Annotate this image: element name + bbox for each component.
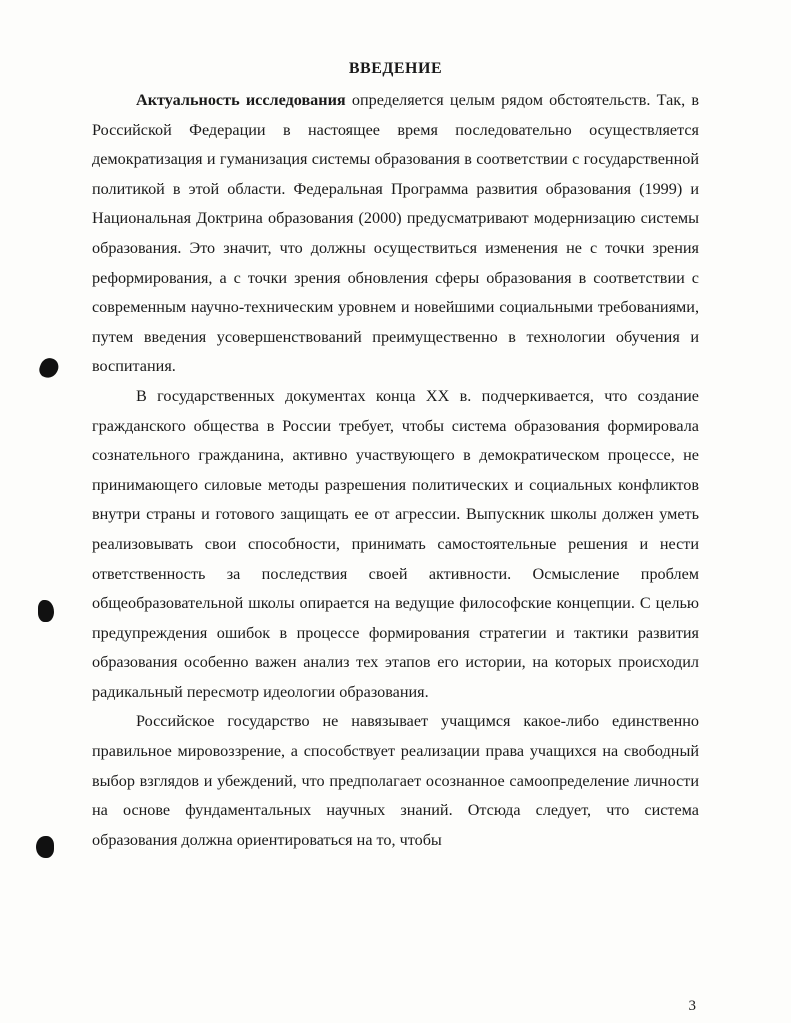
paragraph-3 [92,707,699,855]
paragraph-lead: Актуальность исследования [136,91,346,109]
scan-hole-mark [37,356,61,381]
page-title: ВВЕДЕНИЕ [348,60,443,77]
paragraph-2 [92,382,699,708]
paragraph-1 [92,86,699,382]
body-text [92,86,699,855]
page-number: 3 [688,998,696,1014]
paragraph-text: Российское государство не навязывает учащимся какое-либо единственно правильное мировоззрение, а способствует реализации права учащихся на свободный выбор взглядов и убеждений, что предполагает осознанное самоопределение личности на основе фундаментальных научных знаний. Отсюда следует, что система образования должна ориентироваться на то, чтобы [92,712,699,849]
paragraph-text: В государственных документах конца XX в. подчеркивается, что создание гражданского общества в России требует, чтобы система образования формировала сознательного гражданина, активно участвующего в демократическом процессе, не принимающего силовые методы разрешения политических и социальных конфликтов внутри страны и готового защищать ее от агрессии. Выпускник школы должен уметь реализовывать свои способности, принимать самостоятельные решения и нести ответственность за последствия своей активности. Осмысление проблем общеобразовательной школы опирается на ведущие философские концепции. С целью предупреждения ошибок в процессе формирования стратегии и тактики развития образования особенно важен анализ тех этапов его истории, на которых происходил радикальный пересмотр идеологии образования. [92,386,699,701]
scan-hole-mark [36,836,54,858]
scan-hole-mark [38,600,54,622]
paragraph-text: определяется целым рядом обстоятельств. Так, в Российской Федерации в настоящее время последовательно осуществляется демократизация и гуманизация системы образования в соответствии с государственной политикой в этой области. Федеральная Программа развития образования (1999) и Национальная Доктрина образования (2000) предусматривают модернизацию системы образования. Это значит, что должны осуществиться изменения не с точки зрения реформирования, а с точки зрения обновления сферы образования в соответствии с современным научно-техническим уровнем и новейшими социальными требованиями, путем введения усовершенствований преимущественно в технологии обучения и воспитания. [92,91,700,376]
